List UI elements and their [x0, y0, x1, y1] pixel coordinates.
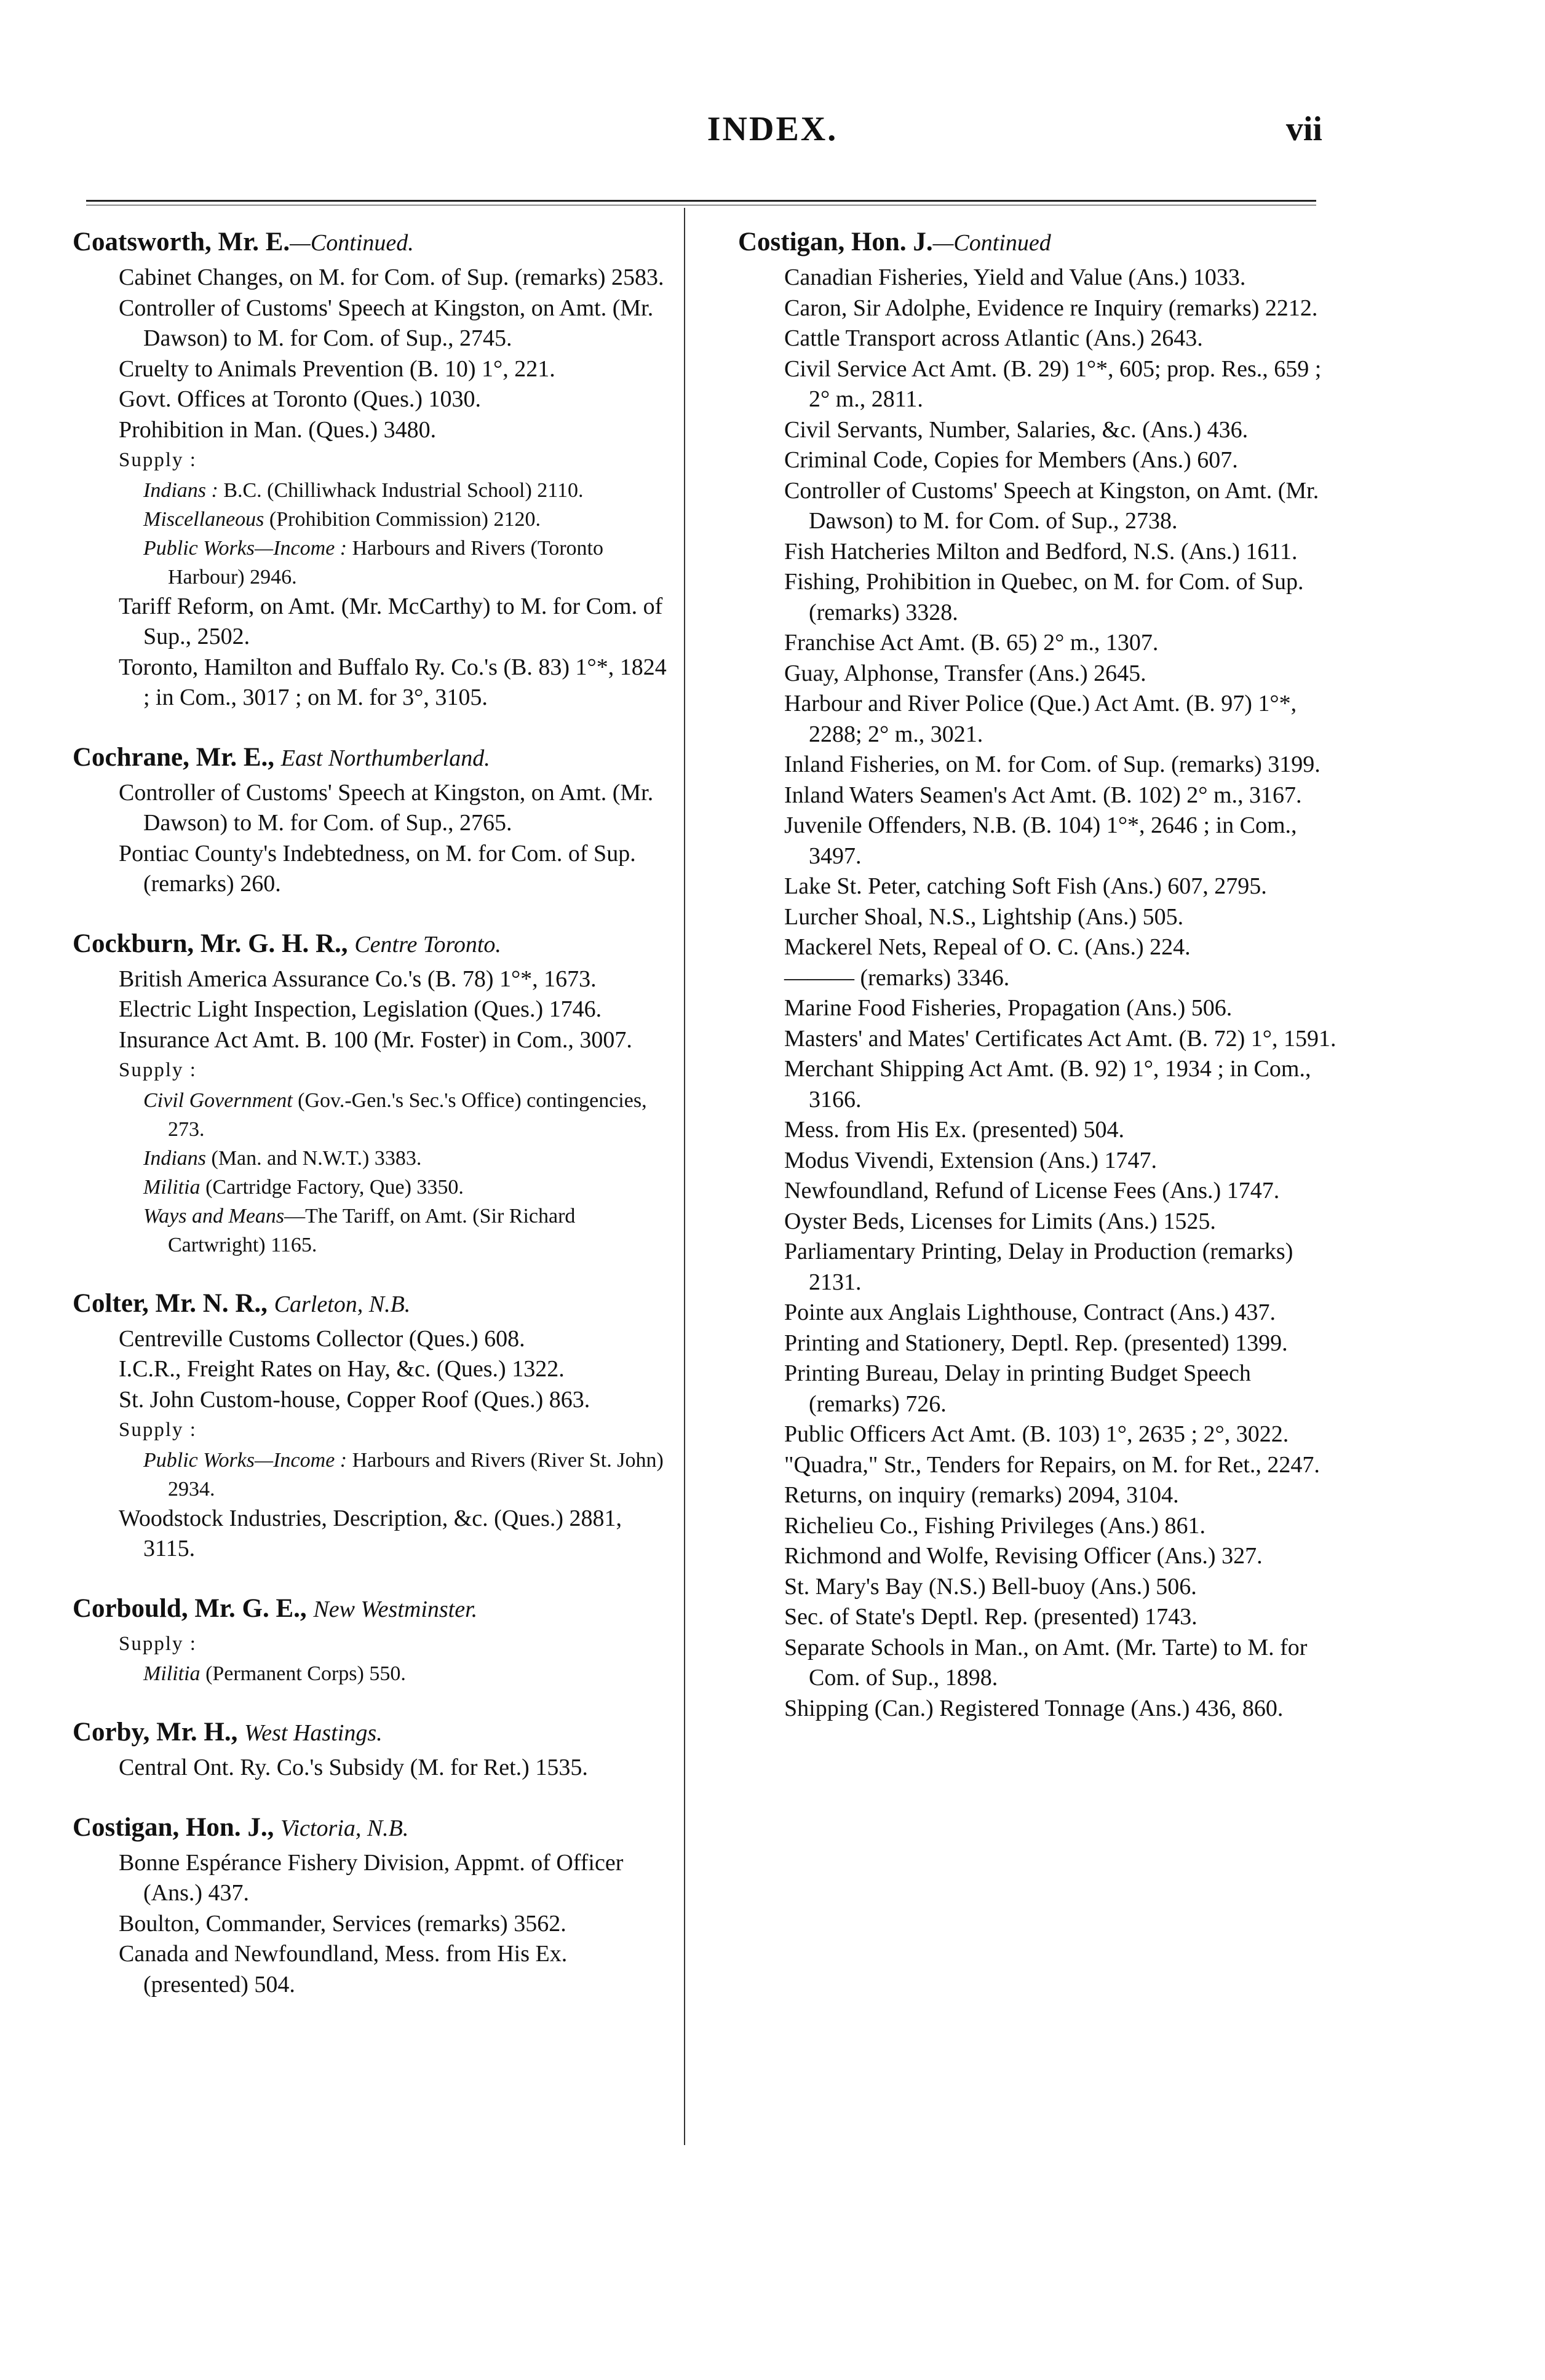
entry-heading	[73, 1593, 675, 1625]
header-rule	[86, 200, 1316, 205]
entry-note: —Continued.	[290, 230, 414, 256]
entry-item: Woodstock Industries, Description, &c. (Ques.) 2881, 3115.	[119, 1505, 622, 1561]
entry-item: Central Ont. Ry. Co.'s Subsidy (M. for Ret.) 1535.	[119, 1755, 588, 1780]
entry-item: Caron, Sir Adolphe, Evidence re Inquiry (remarks) 2212.	[784, 295, 1318, 321]
entry-name: Colter, Mr. N. R.,	[73, 1288, 268, 1318]
entry-item: Lake St. Peter, catching Soft Fish (Ans.) 607, 2795.	[784, 873, 1267, 899]
entry-item: Cabinet Changes, on M. for Com. of Sup. (remarks) 2583.	[119, 264, 664, 290]
entry-name: Cochrane, Mr. E.,	[73, 742, 275, 772]
supply-item	[73, 505, 675, 534]
page-number: vii	[1285, 110, 1322, 148]
left-column	[73, 226, 675, 2028]
entry-item: Separate Schools in Man., on Amt. (Mr. Tarte) to M. for Com. of Sup., 1898.	[784, 1634, 1308, 1691]
entry-item: Inland Waters Seamen's Act Amt. (B. 102) 2° m., 3167.	[784, 782, 1302, 808]
entry-item: Richelieu Co., Fishing Privileges (Ans.) 861.	[784, 1512, 1206, 1539]
entry-item: Bonne Espérance Fishery Division, Appmt. of Officer (Ans.) 437.	[119, 1849, 624, 1906]
supply-rest: (Permanent Corps) 550.	[200, 1662, 406, 1685]
entry-constituency: Centre Toronto.	[354, 931, 501, 958]
column-divider	[684, 208, 685, 2145]
entry-item: Fish Hatcheries Milton and Bedford, N.S. (Ans.) 1611.	[784, 538, 1298, 565]
entry-item: "Quadra," Str., Tenders for Repairs, on M. for Ret., 2247.	[784, 1451, 1320, 1478]
supply-item	[73, 1202, 675, 1259]
supply-rest: (Prohibition Commission) 2120.	[264, 507, 541, 531]
entry-item: Public Officers Act Amt. (B. 103) 1°, 2635 ; 2°, 3022.	[784, 1421, 1289, 1447]
supply-rest: (Man. and N.W.T.) 3383.	[206, 1146, 422, 1170]
entry-item: I.C.R., Freight Rates on Hay, &c. (Ques.) 1322.	[119, 1356, 565, 1382]
entry-item: Canadian Fisheries, Yield and Value (Ans.) 1033.	[784, 264, 1246, 290]
entry-item: Inland Fisheries, on M. for Com. of Sup. (remarks) 3199.	[784, 752, 1321, 777]
entry-item: Pontiac County's Indebtedness, on M. for Com. of Sup. (remarks) 260.	[119, 840, 636, 897]
entry-name: Costigan, Hon. J.	[738, 228, 933, 256]
entry-constituency: Victoria, N.B.	[280, 1815, 409, 1841]
entry-item: Mackerel Nets, Repeal of O. C. (Ans.) 224.	[784, 934, 1191, 960]
entry-item: Marine Food Fisheries, Propagation (Ans.) 506.	[784, 995, 1233, 1021]
entry-item: Printing and Stationery, Deptl. Rep. (presented) 1399.	[784, 1330, 1288, 1356]
entry-name: Corby, Mr. H.,	[73, 1718, 238, 1747]
entry-item: Fishing, Prohibition in Quebec, on M. for Com. of Sup. (remarks) 3328.	[784, 569, 1304, 625]
page-header	[0, 0, 1545, 184]
entry-item: Harbour and River Police (Que.) Act Amt. (B. 97) 1°*, 2288; 2° m., 3021.	[784, 691, 1297, 747]
entry-constituency: West Hastings.	[244, 1720, 383, 1746]
entry-item: Govt. Offices at Toronto (Ques.) 1030.	[119, 386, 482, 412]
entry-item: Lurcher Shoal, N.S., Lightship (Ans.) 505.	[784, 903, 1184, 930]
supply-head: Indians :	[143, 478, 218, 502]
supply-head: Civil Government	[143, 1089, 293, 1112]
index-entry-costigan-continued	[738, 226, 1341, 1724]
entry-item: Insurance Act Amt. B. 100 (Mr. Foster) in Com., 3007.	[119, 1026, 632, 1053]
entry-item: Masters' and Mates' Certificates Act Amt. (B. 72) 1°, 1591.	[784, 1025, 1336, 1052]
supply-item	[73, 1446, 675, 1504]
entry-item: St. John Custom-house, Copper Roof (Ques.) 863.	[119, 1386, 590, 1413]
entry-item: Pointe aux Anglais Lighthouse, Contract (Ans.) 437.	[784, 1299, 1276, 1325]
entry-heading	[73, 1812, 675, 1844]
entry-item: Merchant Shipping Act Amt. (B. 92) 1°, 1934 ; in Com., 3166.	[784, 1056, 1311, 1113]
supply-label: Supply :	[119, 449, 197, 471]
entry-item: Criminal Code, Copies for Members (Ans.) 607.	[784, 447, 1238, 473]
supply-label: Supply :	[119, 1632, 197, 1655]
entry-item: Cattle Transport across Atlantic (Ans.) 2643.	[784, 325, 1203, 351]
supply-item	[73, 1144, 675, 1173]
entry-item: Toronto, Hamilton and Buffalo Ry. Co.'s (B. 83) 1°*, 1824 ; in Com., 3017 ; on M. for 3°, 3105.	[119, 654, 667, 710]
entry-name: Corbould, Mr. G. E.,	[73, 1593, 307, 1623]
entry-item: Civil Servants, Number, Salaries, &c. (Ans.) 436.	[784, 416, 1249, 443]
entry-item: Centreville Customs Collector (Ques.) 608.	[119, 1325, 525, 1352]
entry-name: Coatsworth, Mr. E.	[73, 228, 290, 256]
entry-name: Cockburn, Mr. G. H. R.,	[73, 929, 348, 958]
entry-item: Controller of Customs' Speech at Kingston, on Amt. (Mr. Dawson) to M. for Com. of Sup., 2738.	[784, 477, 1319, 534]
supply-head: Miscellaneous	[143, 507, 264, 531]
supply-item	[73, 476, 675, 505]
entry-item: Guay, Alphonse, Transfer (Ans.) 2645.	[784, 660, 1146, 686]
index-entry-cochrane	[73, 742, 675, 900]
entry-item: Newfoundland, Refund of License Fees (Ans.) 1747.	[784, 1178, 1280, 1204]
entry-note: —Continued	[932, 230, 1051, 256]
entry-item: ——— (remarks) 3346.	[784, 964, 1010, 991]
entry-item: Modus Vivendi, Extension (Ans.) 1747.	[784, 1147, 1158, 1173]
entry-constituency: New Westminster.	[313, 1596, 478, 1622]
entry-constituency: East Northumberland.	[280, 745, 490, 771]
supply-item	[73, 1086, 675, 1144]
supply-head: Indians	[143, 1146, 206, 1170]
entry-item-list	[738, 263, 1341, 1724]
entry-item: Cruelty to Animals Prevention (B. 10) 1°, 221.	[119, 355, 555, 382]
supply-rest: (Gov.-Gen.'s Sec.'s Office) contingencies, 273.	[168, 1089, 647, 1141]
entry-heading	[738, 226, 1341, 259]
entry-item: Controller of Customs' Speech at Kingston, on Amt. (Mr. Dawson) to M. for Com. of Sup., 2745.	[119, 295, 654, 351]
supply-rest: (Cartridge Factory, Que) 3350.	[200, 1175, 464, 1199]
entry-item: Richmond and Wolfe, Revising Officer (Ans.) 327.	[784, 1543, 1263, 1569]
entry-heading	[73, 742, 675, 774]
page-title: INDEX.	[707, 110, 838, 148]
entry-item: Oyster Beds, Licenses for Limits (Ans.) 1525.	[784, 1208, 1216, 1234]
index-entry-cockburn	[73, 928, 675, 1259]
entry-heading	[73, 928, 675, 961]
entry-item: Civil Service Act Amt. (B. 29) 1°*, 605; prop. Res., 659 ; 2° m., 2811.	[784, 355, 1322, 412]
entry-item: Parliamentary Printing, Delay in Production (remarks) 2131.	[784, 1239, 1293, 1295]
entry-item: Printing Bureau, Delay in printing Budget Speech (remarks) 726.	[784, 1360, 1251, 1417]
entry-item: Juvenile Offenders, N.B. (B. 104) 1°*, 2646 ; in Com., 3497.	[784, 812, 1297, 869]
supply-head: Militia	[143, 1662, 201, 1685]
entry-name: Costigan, Hon. J.,	[73, 1812, 274, 1842]
index-entry-colter	[73, 1288, 675, 1565]
entry-item: Tariff Reform, on Amt. (Mr. McCarthy) to M. for Com. of Sup., 2502.	[119, 593, 663, 649]
supply-head: Ways and Means	[143, 1204, 285, 1228]
index-entry-coatsworth	[73, 226, 675, 713]
supply-item	[73, 1173, 675, 1202]
entry-item: Controller of Customs' Speech at Kingston, on Amt. (Mr. Dawson) to M. for Com. of Sup., 2765.	[119, 779, 654, 836]
entry-item: St. Mary's Bay (N.S.) Bell-buoy (Ans.) 506.	[784, 1573, 1197, 1600]
right-column	[738, 226, 1341, 1752]
entry-item: Returns, on inquiry (remarks) 2094, 3104.	[784, 1482, 1179, 1508]
entry-item: British America Assurance Co.'s (B. 78) 1°*, 1673.	[119, 966, 597, 992]
supply-head: Militia	[143, 1175, 201, 1199]
supply-head: Public Works—Income :	[143, 536, 348, 560]
entry-item: Mess. from His Ex. (presented) 504.	[784, 1117, 1125, 1143]
entry-item: Boulton, Commander, Services (remarks) 3562.	[119, 1910, 566, 1937]
supply-rest: Harbours and Rivers (Toronto Harbour) 2946.	[168, 536, 603, 589]
entry-item: Prohibition in Man. (Ques.) 3480.	[119, 416, 437, 443]
supply-head: Public Works—Income :	[143, 1448, 348, 1472]
supply-label: Supply :	[119, 1059, 197, 1081]
supply-item	[73, 1659, 675, 1688]
entry-heading	[73, 226, 675, 259]
supply-rest: —The Tariff, on Amt. (Sir Richard Cartwright) 1165.	[168, 1204, 576, 1256]
entry-item: Canada and Newfoundland, Mess. from His Ex. (presented) 504.	[119, 1941, 568, 1997]
index-entry-corby	[73, 1716, 675, 1783]
entry-heading	[73, 1288, 675, 1320]
supply-rest: B.C. (Chilliwhack Industrial School) 2110.	[218, 478, 584, 502]
supply-rest: Harbours and Rivers (River St. John) 2934.	[168, 1448, 664, 1501]
entry-item: Sec. of State's Deptl. Rep. (presented) 1743.	[784, 1604, 1197, 1630]
entry-item: Electric Light Inspection, Legislation (Ques.) 1746.	[119, 996, 602, 1022]
index-entry-corbould	[73, 1593, 675, 1689]
entry-item: Shipping (Can.) Registered Tonnage (Ans.) 436, 860.	[784, 1695, 1284, 1721]
entry-constituency: Carleton, N.B.	[274, 1291, 411, 1317]
entry-item: Franchise Act Amt. (B. 65) 2° m., 1307.	[784, 630, 1159, 656]
supply-label: Supply :	[119, 1419, 197, 1441]
index-entry-costigan	[73, 1812, 675, 2001]
entry-heading	[73, 1716, 675, 1749]
supply-item	[73, 534, 675, 592]
